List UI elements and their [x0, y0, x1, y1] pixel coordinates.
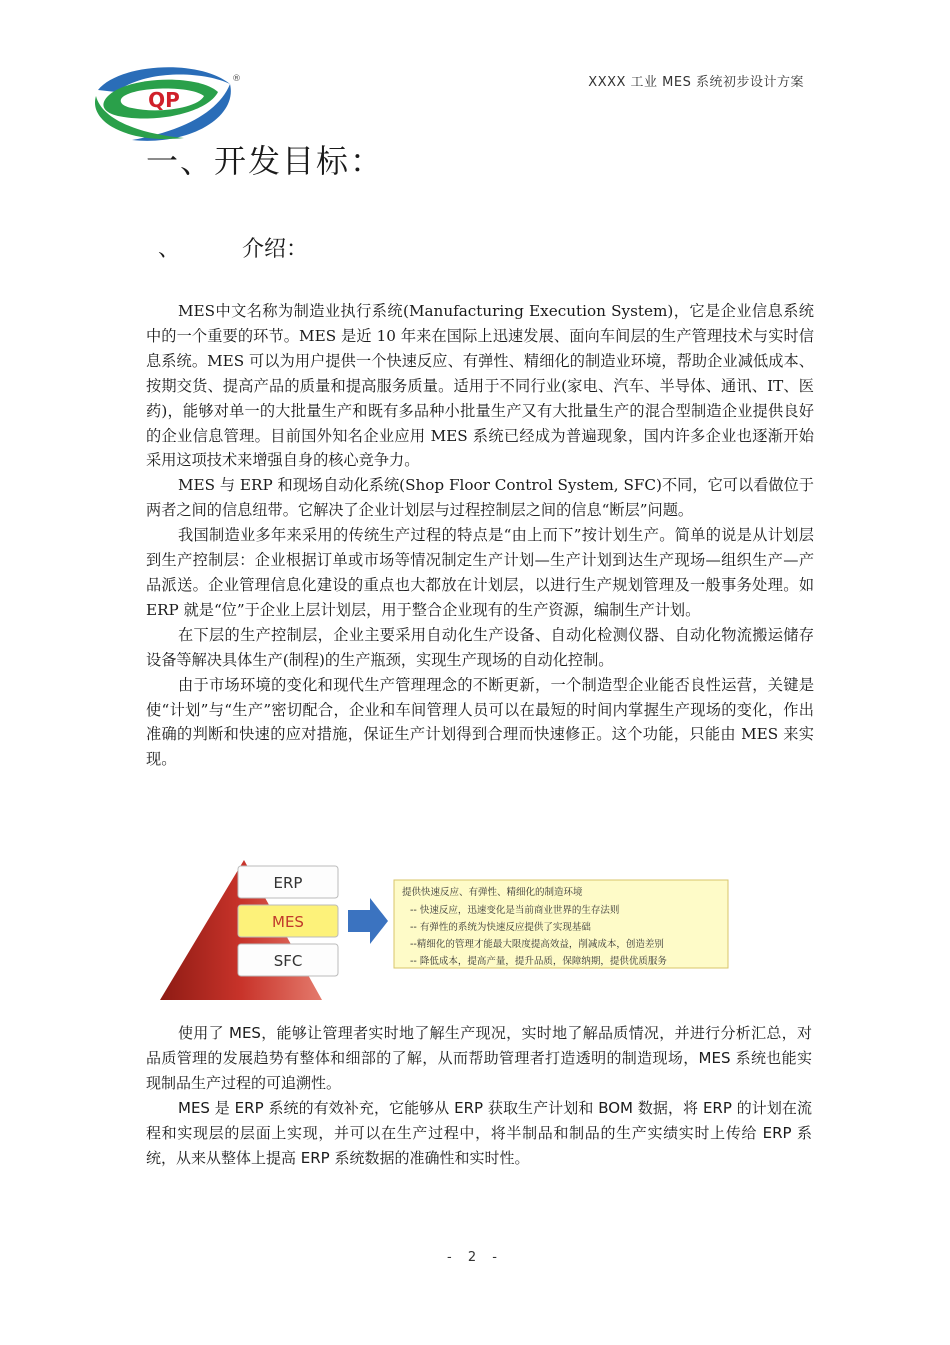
body-text-intro: [146, 299, 814, 772]
erp-layer-label: ERP: [273, 874, 303, 892]
features-box-title: 提供快速反应、有弹性、精细化的制造环境: [402, 887, 583, 898]
features-box-line: --精细化的管理才能最大限度提高效益，削减成本，创造差别: [410, 939, 664, 950]
registered-mark: ®: [232, 74, 241, 84]
paragraph: 由于市场环境的变化和现代生产管理理念的不断更新，一个制造型企业能否良性运营，关键是使“计划”与“生产”密切配合，企业和车间管理人员可以在最短的时间内掌握生产现场的变化，作出准确的判断和快速的应对措施，保证生产计划得到合理而快速修正。这个功能，只能由 MES 来实现。: [146, 675, 814, 769]
body-text-benefits: [146, 1021, 812, 1171]
company-logo: [88, 62, 238, 144]
features-box-line: -- 降低成本，提高产量，提升品质，保障纳期，提供优质服务: [410, 956, 667, 967]
section-title: 一、开发目标：: [146, 142, 385, 180]
subsection-heading: [158, 232, 308, 263]
mes-layer-label: MES: [272, 913, 304, 931]
subsection-number: 、: [158, 237, 181, 262]
page-number: - 2 -: [447, 1250, 503, 1265]
document-header-title: XXXX 工业 MES 系统初步设计方案: [588, 75, 804, 90]
mes-position-diagram: [152, 858, 742, 1006]
paragraph: 在下层的生产控制层，企业主要采用自动化生产设备、自动化检测仪器、自动化物流搬运储存设备等解决具体生产(制程)的生产瓶颈，实现生产现场的自动化控制。: [146, 625, 814, 669]
logo-text: QP: [148, 88, 180, 112]
paragraph: 使用了 MES，能够让管理者实时地了解生产现况，实时地了解品质情况，并进行分析汇总，对品质管理的发展趋势有整体和细部的了解，从而帮助管理者打造透明的制造现场，MES 系统也能实现制品生产过程的可追溯性。: [146, 1024, 812, 1092]
sfc-layer-label: SFC: [273, 952, 303, 970]
right-arrow-icon: [348, 898, 388, 944]
paragraph: 我国制造业多年来采用的传统生产过程的特点是“由上而下”按计划生产。简单的说是从计划层到生产控制层：企业根据订单或市场等情况制定生产计划—生产计划到达生产现场—组织生产—产品派送。企业管理信息化建设的重点也大都放在计划层，以进行生产规划管理及一般事务处理。如 ERP 就是“位”于企业上层计划层，用于整合企业现有的生产资源，编制生产计划。: [146, 526, 814, 619]
features-box-line: -- 有弹性的系统为快速反应提供了实现基础: [410, 922, 591, 933]
paragraph: MES 与 ERP 和现场自动化系统(Shop Floor Control System, SFC)不同，它可以看做位于两者之间的信息纽带。它解决了企业计划层与过程控制层之间的信息“断层”问题。: [146, 476, 814, 520]
features-box-line: -- 快速反应，迅速变化是当前商业世界的生存法则: [410, 905, 620, 916]
paragraph: MES中文名称为制造业执行系统(Manufacturing Execution System)，它是企业信息系统中的一个重要的环节。MES 是近 10 年来在国际上迅速发展、面向车间层的生产管理技术与实时信息系统。MES 可以为用户提供一个快速反应、有弹性、精细化的制造业环境，帮助企业减低成本、按期交货、提高产品的质量和提高服务质量。适用于不同行业(家电、汽车、半导体、通讯、IT、医药)，能够对单一的大批量生产和既有多品种小批量生产又有大批量生产的混合型制造企业提供良好的企业信息管理。目前国外知名企业应用 MES 系统已经成为普遍现象，国内许多企业也逐渐开始采用这项技术来增强自身的核心竞争力。: [146, 302, 814, 470]
subsection-title: 介绍：: [242, 237, 309, 262]
paragraph: MES 是 ERP 系统的有效补充，它能够从 ERP 获取生产计划和 BOM 数据，将 ERP 的计划在流程和实现层的层面上实现，并可以在生产过程中，将半制品和制品的生产实绩实时上传给 ERP 系统，从来从整体上提高 ERP 系统数据的准确性和实时性。: [146, 1099, 812, 1167]
